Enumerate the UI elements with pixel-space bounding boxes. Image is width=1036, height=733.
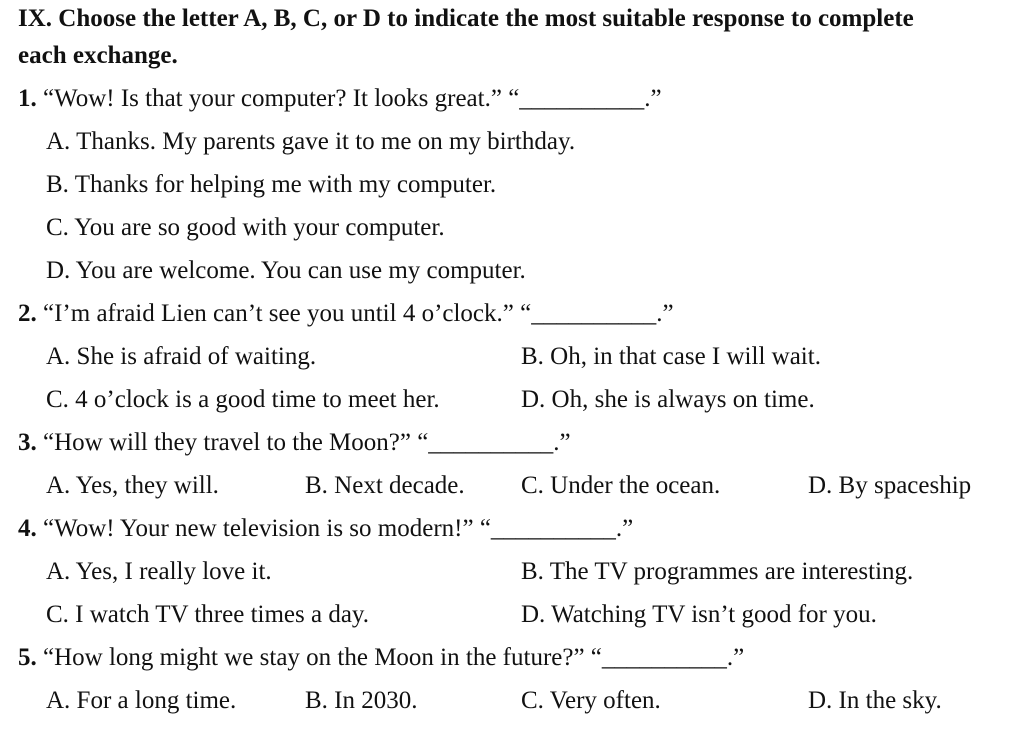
section-title-line-1: IX. Choose the letter A, B, C, or D to indicate the most suitable response to complete	[18, 5, 914, 32]
q3-option-d[interactable]: D. By spaceship	[808, 472, 972, 499]
question-number: 4.	[18, 515, 37, 542]
q3-option-c[interactable]: C. Under the ocean.	[521, 472, 721, 499]
q5-option-d[interactable]: D. In the sky.	[808, 687, 942, 714]
q3-option-b[interactable]: B. Next decade.	[305, 472, 465, 499]
q4-option-a[interactable]: A. Yes, I really love it.	[46, 558, 272, 585]
question-3	[18, 428, 571, 458]
question-text: “I’m afraid Lien can’t see you until 4 o’clock.” “__________.”	[43, 300, 674, 327]
question-text: “Wow! Your new television is so modern!” “__________.”	[43, 515, 634, 542]
q2-option-a[interactable]: A. She is afraid of waiting.	[46, 343, 317, 370]
q3-option-a[interactable]: A. Yes, they will.	[46, 472, 219, 499]
q1-option-a[interactable]: A. Thanks. My parents gave it to me on my birthday.	[46, 128, 576, 155]
question-number: 3.	[18, 429, 37, 456]
question-4	[18, 514, 633, 544]
q1-option-c[interactable]: C. You are so good with your computer.	[46, 214, 445, 241]
question-1	[18, 84, 662, 114]
q5-option-c[interactable]: C. Very often.	[521, 687, 661, 714]
question-number: 2.	[18, 300, 37, 327]
section-title-line-2: each exchange.	[18, 42, 178, 69]
question-5	[18, 643, 744, 673]
q2-option-d[interactable]: D. Oh, she is always on time.	[521, 386, 815, 413]
q1-option-d[interactable]: D. You are welcome. You can use my computer.	[46, 257, 526, 284]
q5-option-b[interactable]: B. In 2030.	[305, 687, 418, 714]
q2-option-c[interactable]: C. 4 o’clock is a good time to meet her.	[46, 386, 440, 413]
q4-option-b[interactable]: B. The TV programmes are interesting.	[521, 558, 914, 585]
q2-option-b[interactable]: B. Oh, in that case I will wait.	[521, 343, 821, 370]
q5-option-a[interactable]: A. For a long time.	[46, 687, 237, 714]
q1-option-b[interactable]: B. Thanks for helping me with my computer.	[46, 171, 497, 198]
q4-option-d[interactable]: D. Watching TV isn’t good for you.	[521, 601, 877, 628]
q4-option-c[interactable]: C. I watch TV three times a day.	[46, 601, 370, 628]
question-number: 1.	[18, 85, 37, 112]
question-2	[18, 299, 674, 329]
question-text: “How long might we stay on the Moon in the future?” “__________.”	[43, 644, 745, 671]
question-text: “How will they travel to the Moon?” “__________.”	[43, 429, 571, 456]
question-number: 5.	[18, 644, 37, 671]
question-text: “Wow! Is that your computer? It looks great.” “__________.”	[43, 85, 662, 112]
